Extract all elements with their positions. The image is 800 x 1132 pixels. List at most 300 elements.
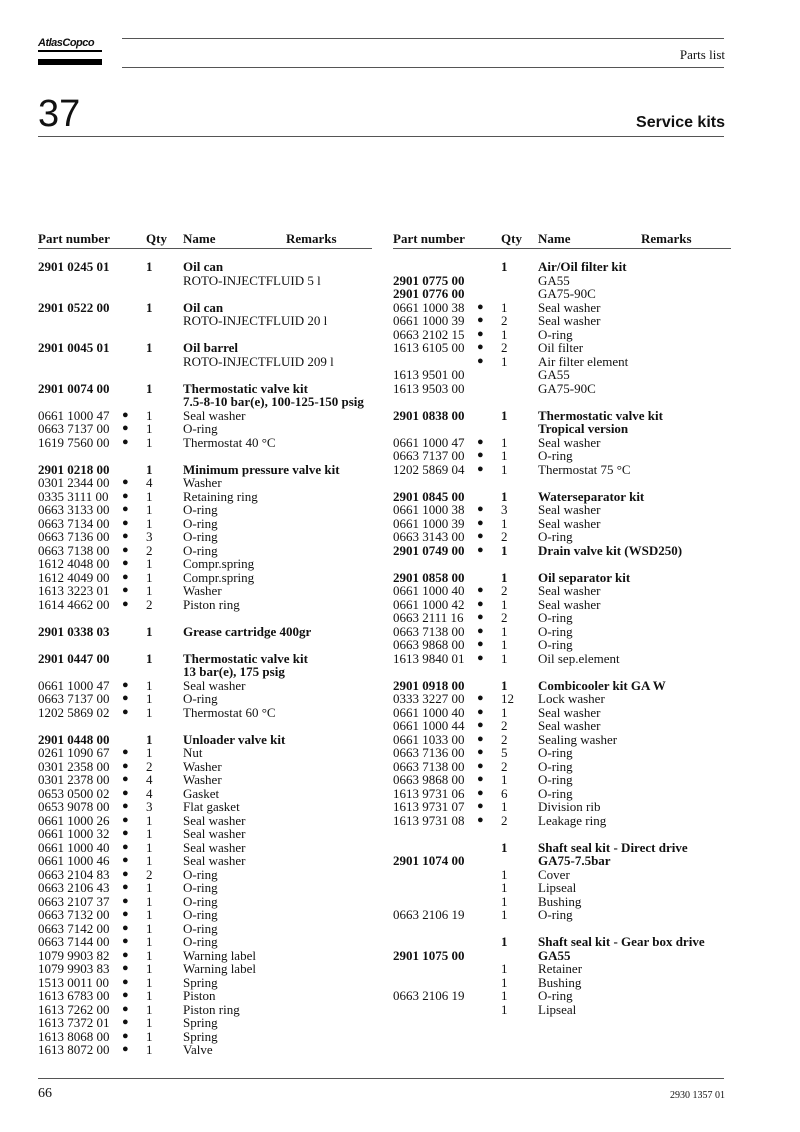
item-name: Gasket [183,785,220,801]
item-name: Piston ring [183,596,240,612]
quantity: 1 [501,623,508,639]
quantity: 3 [146,529,153,544]
item-name: Tropical version [538,421,629,436]
part-number: 1613 8068 00 [38,1028,110,1044]
service-dot-icon: ● [122,530,129,542]
part-number: 2901 1074 00 [393,853,465,868]
quantity: 2 [501,313,508,328]
part-number: 0661 1000 44 [393,718,465,733]
table-row [38,814,372,828]
quantity: 2 [501,812,508,828]
table-row [393,814,731,828]
quantity: 2 [501,340,508,355]
parts-table-left [38,232,372,1057]
quantity: 1 [501,259,508,274]
table-row [38,1016,372,1030]
table-row [393,449,731,463]
quantity: 1 [501,893,508,909]
quantity: 1 [501,353,508,369]
table-row [38,395,372,409]
quantity: 1 [501,407,508,423]
table-row [38,517,372,531]
service-dot-icon: ● [477,449,484,461]
item-name: O-ring [538,610,573,625]
table-row [38,463,372,477]
table-row [393,773,731,787]
quantity: 1 [146,961,153,976]
quantity: 1 [146,988,153,1003]
table-row [38,787,372,801]
item-name: O-ring [538,758,573,774]
header-rule-bottom [122,67,724,68]
item-name: Seal washer [183,839,246,855]
quantity: 2 [501,718,508,733]
item-name: Grease cartridge 400gr [183,623,312,639]
col-name: Name [538,231,571,246]
quantity: 1 [146,853,153,868]
table-row [38,652,372,666]
quantity: 1 [146,1015,153,1030]
part-number: 1613 9503 00 [393,380,465,396]
item-name: Retaining ring [183,488,258,504]
table-row [393,544,731,558]
part-number: 0663 7136 00 [38,529,110,544]
service-dot-icon: ● [477,773,484,785]
item-name: Nut [183,745,203,760]
item-name: Bushing [538,974,582,990]
service-dot-icon: ● [122,1016,129,1028]
quantity: 1 [146,677,153,693]
item-name: ROTO-INJECTFLUID 20 l [183,313,328,328]
service-dot-icon: ● [477,800,484,812]
part-number: 0663 7138 00 [38,542,110,558]
table-row [38,584,372,598]
part-number: 1613 7372 01 [38,1015,110,1030]
quantity: 1 [146,880,153,895]
part-number: 0661 1000 32 [38,826,110,841]
part-number: 2901 0845 00 [393,488,465,504]
table-row [393,274,731,288]
part-number: 0653 0500 02 [38,785,110,801]
table-row [38,1003,372,1017]
quantity: 1 [146,1028,153,1044]
quantity: 2 [501,529,508,544]
table-header-left [38,232,372,249]
table-header-right [393,232,731,249]
table-row [393,530,731,544]
item-name: Warning label [183,947,256,963]
item-name: O-ring [538,988,573,1003]
table-row [393,841,731,855]
item-name: Valve [183,1042,213,1057]
service-dot-icon: ● [122,489,129,502]
quantity: 1 [501,799,508,814]
item-name: Oil sep.element [538,650,620,666]
item-name: Washer [183,583,222,598]
item-name: O-ring [183,515,218,531]
table-row [393,692,731,706]
quantity: 1 [146,569,153,585]
part-number: 1614 4662 00 [38,596,110,612]
item-name: Air filter element [538,353,629,369]
service-dot-icon: ● [477,611,484,623]
part-number: 2901 0918 00 [393,677,465,693]
doc-title: Parts list [679,47,725,62]
table-row [393,328,731,342]
part-number: 0661 1000 46 [38,853,110,868]
quantity: 2 [146,542,153,558]
part-number: 1613 9840 01 [393,650,465,666]
table-row [38,476,372,490]
table-row [393,881,731,895]
item-name: Oil can [183,259,224,274]
table-row [393,962,731,976]
item-name: Washer [183,475,222,490]
quantity: 12 [501,691,514,706]
item-name: Retainer [538,961,583,976]
item-name: Sealing washer [538,731,618,747]
table-row [38,625,372,639]
chapter-number: 37 [38,93,81,135]
part-number: 0663 7137 00 [38,421,110,436]
table-row [38,530,372,544]
part-number: 0663 2102 15 [393,326,465,342]
service-dot-icon: ● [477,503,484,515]
item-name: O-ring [183,920,218,936]
part-number: 0301 2378 00 [38,772,110,787]
service-dot-icon: ● [122,989,129,1001]
part-number: 1079 9903 83 [38,961,110,976]
quantity: 1 [501,434,508,450]
col-remarks: Remarks [286,231,337,246]
parts-table-right [393,232,731,1016]
col-part-number: Part number [393,231,465,246]
table-row [38,260,372,274]
quantity: 1 [501,299,508,315]
table-row [393,598,731,612]
part-number: 0661 1000 39 [393,515,465,531]
quantity: 1 [501,448,508,463]
table-row [38,841,372,855]
table-row [393,517,731,531]
table-row [38,314,372,328]
service-dot-icon: ● [477,300,484,313]
item-name: O-ring [183,529,218,544]
col-part-number: Part number [38,231,110,246]
quantity: 3 [501,502,508,517]
item-name: GA55 [538,367,570,382]
part-number: 0663 7142 00 [38,920,110,936]
item-name: Oil barrel [183,340,239,355]
quantity: 6 [501,785,508,801]
part-number: 0661 1000 47 [38,677,110,693]
item-name: Minimum pressure valve kit [183,461,340,477]
item-name: Spring [183,1028,218,1044]
quantity: 1 [146,907,153,922]
service-dot-icon: ● [477,354,484,367]
part-number: 0663 7134 00 [38,515,110,531]
service-dot-icon: ● [122,705,129,718]
table-row [38,382,372,396]
service-dot-icon: ● [122,881,129,893]
part-number: 0301 2344 00 [38,475,110,490]
table-row [38,436,372,450]
quantity: 2 [146,758,153,774]
table-row [38,746,372,760]
table-row [393,409,731,423]
quantity: 1 [501,596,508,612]
table-body-right [393,260,731,1016]
part-number: 2901 0448 00 [38,731,110,747]
service-dot-icon: ● [122,813,129,826]
item-name: GA75-90C [538,286,596,301]
part-number: 0333 3227 00 [393,691,465,706]
part-number: 2901 0775 00 [393,272,465,288]
item-name: O-ring [183,542,218,558]
item-name: Seal washer [538,704,601,720]
service-dot-icon: ● [477,516,484,529]
quantity: 2 [146,596,153,612]
service-dot-icon: ● [122,1029,129,1042]
item-name: Drain valve kit (WSD250) [538,542,683,558]
service-dot-icon: ● [477,651,484,664]
quantity: 1 [501,839,508,855]
item-name: Lipseal [538,1001,577,1017]
part-number: 0663 7137 00 [393,448,465,463]
service-dot-icon: ● [122,1002,129,1015]
table-row [393,571,731,585]
part-number: 1613 8072 00 [38,1042,110,1057]
item-name: Piston ring [183,1001,240,1017]
part-number: 1613 9731 07 [393,799,465,814]
part-number: 1613 9731 08 [393,812,465,828]
item-name: O-ring [538,637,573,652]
part-number: 0663 7132 00 [38,907,110,922]
service-dot-icon: ● [122,408,129,421]
service-dot-icon: ● [122,692,129,704]
part-number: 0661 1000 26 [38,812,110,828]
service-dot-icon: ● [122,840,129,853]
item-name: Thermostat 40 °C [183,434,276,450]
quantity: 1 [501,515,508,531]
part-number: 1613 9731 06 [393,785,465,801]
quantity: 1 [501,866,508,882]
item-name: Seal washer [183,407,246,423]
part-number: 0661 1000 38 [393,299,465,315]
service-dot-icon: ● [477,462,484,475]
quantity: 1 [146,893,153,909]
item-name: Oil separator kit [538,569,631,585]
service-dot-icon: ● [122,827,129,839]
service-dot-icon: ● [122,503,129,515]
item-name: Lock washer [538,691,605,706]
item-name: Thermostat 75 °C [538,461,631,477]
quantity: 1 [146,299,153,315]
item-name: Leakage ring [538,812,607,828]
item-name: Warning label [183,961,256,976]
part-number: 0661 1000 40 [38,839,110,855]
table-row [38,827,372,841]
part-number: 0663 7137 00 [38,691,110,706]
table-row [393,895,731,909]
item-name: ROTO-INJECTFLUID 209 l [183,353,334,369]
table-row [393,625,731,639]
table-row [38,692,372,706]
service-dot-icon: ● [122,854,129,866]
part-number: 0661 1000 38 [393,502,465,517]
quantity: 4 [146,475,153,490]
table-row [393,787,731,801]
quantity: 1 [146,623,153,639]
quantity: 1 [146,947,153,963]
table-row [38,503,372,517]
item-name: Thermostatic valve kit [538,407,663,423]
quantity: 1 [146,407,153,423]
item-name: Washer [183,758,222,774]
part-number: 1613 9501 00 [393,367,465,382]
table-row [38,854,372,868]
item-name: GA55 [538,272,570,288]
quantity: 1 [146,502,153,517]
quantity: 1 [146,515,153,531]
quantity: 1 [501,650,508,666]
item-name: Thermostatic valve kit [183,650,308,666]
service-dot-icon: ● [477,813,484,826]
part-number: 1613 3223 01 [38,583,110,598]
service-dot-icon: ● [477,530,484,542]
page-number: 66 [38,1086,52,1101]
service-dot-icon: ● [477,584,484,596]
table-row [38,544,372,558]
service-dot-icon: ● [122,948,129,961]
part-number: 2901 0838 00 [393,407,465,423]
footer-rule [38,1078,724,1079]
item-name: Seal washer [538,718,601,733]
table-row [38,598,372,612]
item-name: Thermostat 60 °C [183,704,276,720]
table-row [393,287,731,301]
part-number: 0335 3111 00 [38,488,109,504]
table-row [393,868,731,882]
item-name: O-ring [183,907,218,922]
part-number: 0663 7136 00 [393,745,465,760]
service-dot-icon: ● [477,543,484,556]
table-row [393,260,731,274]
part-number: 0301 2358 00 [38,758,110,774]
table-row [393,611,731,625]
part-number: 0661 1000 42 [393,596,465,612]
item-name: O-ring [538,745,573,760]
part-number: 0663 2111 16 [393,610,464,625]
table-row [38,1043,372,1057]
item-name: Oil can [183,299,224,315]
item-name: 13 bar(e), 175 psig [183,664,285,679]
table-row [393,341,731,355]
service-dot-icon: ● [122,516,129,529]
item-name: O-ring [538,623,573,639]
table-row [38,800,372,814]
quantity: 1 [146,731,153,747]
service-dot-icon: ● [122,435,129,448]
table-row [38,665,372,679]
quantity: 1 [146,1001,153,1017]
item-name: GA75-7.5bar [538,853,611,868]
item-name: O-ring [183,934,218,949]
quantity: 3 [146,799,153,814]
service-dot-icon: ● [122,908,129,920]
table-row [38,989,372,1003]
quantity: 1 [146,704,153,720]
part-number: 0661 1000 40 [393,583,465,598]
quantity: 1 [501,677,508,693]
doc-number: 2930 1357 01 [670,1090,725,1101]
item-name: Oil filter [538,340,584,355]
item-name: Seal washer [183,826,246,841]
table-row [393,382,731,396]
table-row [38,760,372,774]
quantity: 1 [501,988,508,1003]
table-row [38,935,372,949]
service-dot-icon: ● [122,597,129,610]
item-name: O-ring [183,893,218,909]
service-dot-icon: ● [477,692,484,704]
item-name: Unloader valve kit [183,731,286,747]
service-dot-icon: ● [477,597,484,610]
item-name: O-ring [538,529,573,544]
table-row [38,341,372,355]
item-name: Combicooler kit GA W [538,677,666,693]
col-remarks: Remarks [641,231,692,246]
service-dot-icon: ● [122,557,129,569]
part-number: 0661 1033 00 [393,731,465,747]
quantity: 1 [501,704,508,720]
part-number: 1613 6105 00 [393,340,465,355]
table-row [393,301,731,315]
table-body-left [38,260,372,1057]
table-row [393,584,731,598]
item-name: O-ring [183,421,218,436]
table-row [393,638,731,652]
service-dot-icon: ● [477,732,484,745]
part-number: 2901 0858 00 [393,569,465,585]
quantity: 1 [501,637,508,652]
service-dot-icon: ● [477,759,484,772]
item-name: Seal washer [183,853,246,868]
col-qty: Qty [146,231,167,246]
table-row [393,368,731,382]
quantity: 1 [501,488,508,504]
section-title: Service kits [636,114,725,131]
quantity: 1 [501,772,508,787]
table-row [393,314,731,328]
service-dot-icon: ● [122,867,129,880]
quantity: 1 [501,880,508,895]
item-name: O-ring [183,866,218,882]
item-name: Waterseparator kit [538,488,645,504]
item-name: Thermostatic valve kit [183,380,308,396]
item-name: Compr.spring [183,556,255,571]
part-number: 0661 1000 47 [38,407,110,423]
item-name: Seal washer [538,515,601,531]
part-number: 0663 9868 00 [393,772,465,787]
section-rule [38,136,724,137]
part-number: 1613 6783 00 [38,988,110,1003]
quantity: 1 [146,826,153,841]
item-name: O-ring [538,448,573,463]
part-number: 0663 3133 00 [38,502,110,517]
table-row [393,503,731,517]
table-row [38,962,372,976]
